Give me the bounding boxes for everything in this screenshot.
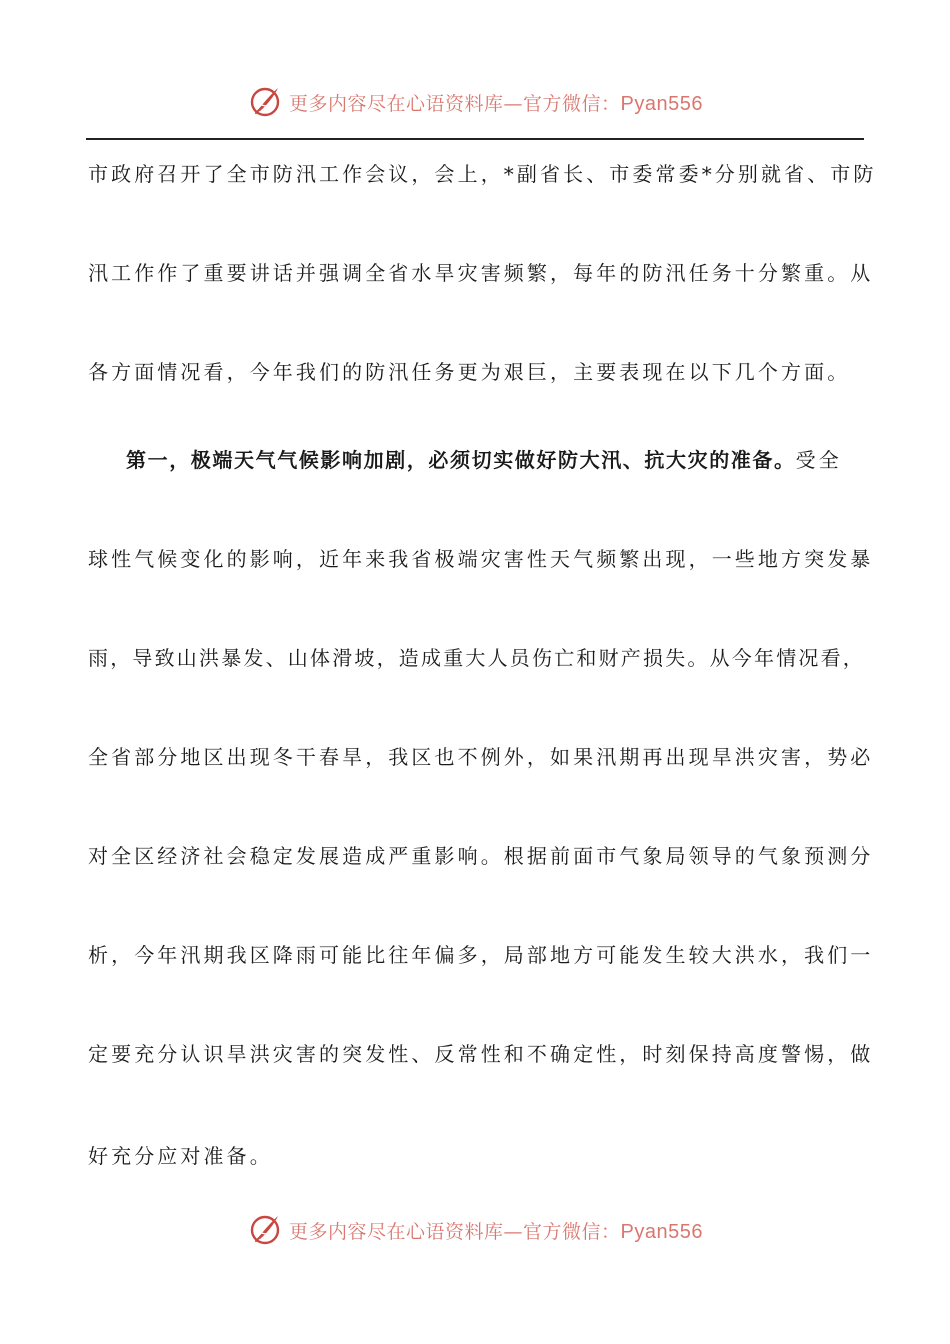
quill-logo-icon bbox=[247, 1212, 283, 1248]
body-line: 好充分应对准备。 bbox=[88, 1144, 273, 1168]
header-divider bbox=[86, 138, 864, 140]
body-line: 析，今年汛期我区降雨可能比往年偏多，局部地方可能发生较大洪水，我们一 bbox=[88, 943, 874, 967]
footer-banner bbox=[0, 1208, 950, 1252]
header-banner-wechat-id: Pyan556 bbox=[620, 92, 703, 115]
body-line: 各方面情况看，今年我们的防汛任务更为艰巨，主要表现在以下几个方面。 bbox=[88, 360, 851, 384]
section-heading: 第一，极端天气气候影响加剧，必须切实做好防大汛、抗大灾的准备。 bbox=[126, 448, 796, 472]
body-line: 汛工作作了重要讲话并强调全省水旱灾害频繁，每年的防汛任务十分繁重。从 bbox=[88, 261, 874, 285]
footer-banner-text-cn: 更多内容尽在心语资料库—官方微信： bbox=[289, 1220, 621, 1243]
header-banner-text-cn: 更多内容尽在心语资料库—官方微信： bbox=[289, 92, 621, 115]
footer-banner-wechat-id: Pyan556 bbox=[620, 1220, 703, 1243]
body-line: 球性气候变化的影响，近年来我省极端灾害性天气频繁出现，一些地方突发暴 bbox=[88, 547, 874, 571]
body-line: 市政府召开了全市防汛工作会议，会上，*副省长、市委常委*分别就省、市防 bbox=[88, 162, 877, 186]
header-banner-content bbox=[247, 84, 703, 120]
footer-banner-text bbox=[289, 1217, 703, 1244]
body-line: 对全区经济社会稳定发展造成严重影响。根据前面市气象局领导的气象预测分 bbox=[88, 844, 874, 868]
header-banner bbox=[0, 80, 950, 124]
body-line: 全省部分地区出现冬干春旱，我区也不例外，如果汛期再出现旱洪灾害，势必 bbox=[88, 745, 874, 769]
body-line: 定要充分认识旱洪灾害的突发性、反常性和不确定性，时刻保持高度警惕，做 bbox=[88, 1042, 874, 1066]
body-line-rest: 受全 bbox=[795, 448, 842, 472]
header-banner-text bbox=[289, 89, 703, 116]
quill-logo-icon bbox=[247, 84, 283, 120]
footer-banner-content bbox=[247, 1212, 703, 1248]
body-line: 雨，导致山洪暴发、山体滑坡，造成重大人员伤亡和财产损失。从今年情况看， bbox=[88, 646, 865, 670]
body-line-heading bbox=[88, 436, 864, 484]
